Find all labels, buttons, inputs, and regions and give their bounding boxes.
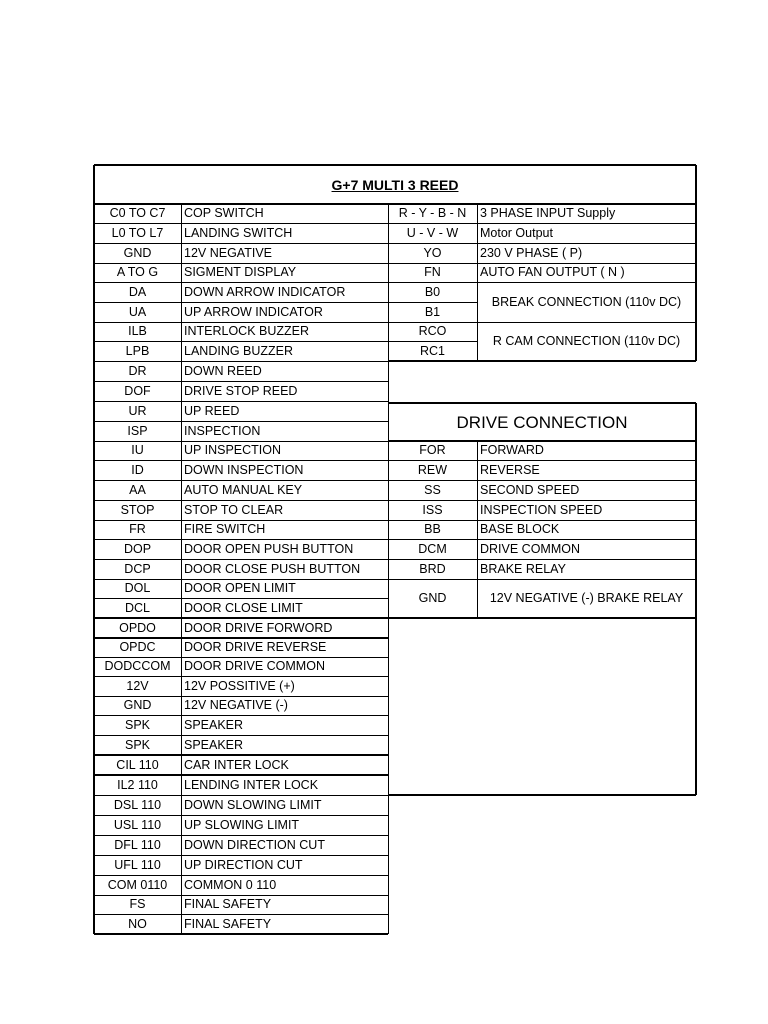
terminal-description: COMMON 0 110: [184, 877, 277, 892]
terminal-code: DOL: [124, 581, 151, 596]
row-line: [94, 282, 388, 283]
col-line: [477, 441, 478, 618]
terminal-description: LANDING SWITCH: [184, 225, 293, 240]
terminal-code: RC1: [419, 343, 445, 358]
terminal-code: SPK: [124, 717, 150, 732]
row-line: [94, 617, 388, 619]
row-line: [94, 855, 388, 856]
drive-code: DCM: [418, 541, 447, 556]
row-line: [94, 657, 388, 658]
row-line: [94, 815, 388, 816]
terminal-description: LANDING BUZZER: [184, 343, 294, 358]
row-line: [94, 875, 388, 876]
drive-description: BASE BLOCK: [480, 522, 560, 537]
terminal-code: USL 110: [113, 817, 162, 832]
terminal-code: DFL 110: [114, 837, 161, 852]
row-line: [94, 696, 388, 697]
terminal-description: COP SWITCH: [184, 206, 264, 221]
row-line: [388, 617, 696, 619]
terminal-code: L0 TO L7: [111, 225, 164, 240]
drive-description: 12V NEGATIVE (-) BRAKE RELAY: [489, 591, 684, 606]
drive-description: SECOND SPEED: [480, 482, 580, 497]
terminal-description: DOOR OPEN PUSH BUTTON: [184, 541, 354, 556]
row-line: [94, 441, 388, 442]
row-line: [94, 243, 388, 244]
border-right: [695, 403, 697, 795]
row-line: [388, 341, 477, 342]
row-line: [94, 223, 388, 224]
row-line: [94, 598, 388, 599]
row-line: [388, 203, 696, 205]
terminal-code: A TO G: [116, 265, 159, 280]
terminal-code: RCO: [418, 324, 447, 339]
terminal-description: AUTO FAN OUTPUT ( N ): [480, 265, 625, 280]
terminal-description: DOOR DRIVE REVERSE: [184, 640, 327, 655]
col-line: [181, 204, 182, 934]
row-line: [94, 735, 388, 736]
row-line: [94, 795, 388, 796]
terminal-description: DOWN SLOWING LIMIT: [184, 797, 322, 812]
drive-connection-title: DRIVE CONNECTION: [456, 412, 628, 432]
drive-code: GND: [418, 591, 447, 606]
border-bottom: [388, 794, 696, 796]
row-line: [94, 835, 388, 836]
row-line: [388, 440, 696, 442]
row-line: [388, 579, 696, 580]
row-line: [94, 676, 388, 677]
row-line: [94, 500, 388, 501]
drive-description: INSPECTION SPEED: [480, 502, 603, 517]
terminal-description: DRIVE STOP REED: [184, 383, 298, 398]
terminal-code: YO: [423, 245, 442, 260]
row-line: [388, 223, 696, 224]
terminal-description: UP DIRECTION CUT: [184, 857, 303, 872]
drive-code: BRD: [419, 561, 446, 576]
terminal-code: DR: [128, 363, 147, 378]
terminal-description: LENDING INTER LOCK: [184, 777, 319, 792]
drive-description: REVERSE: [480, 462, 540, 477]
terminal-code: B1: [424, 304, 441, 319]
terminal-code: SPK: [124, 737, 150, 752]
terminal-description: UP SLOWING LIMIT: [184, 817, 300, 832]
row-line: [94, 914, 388, 915]
terminal-code: ISP: [127, 423, 148, 438]
row-line: [94, 774, 388, 776]
row-line: [388, 559, 696, 560]
drive-code: BB: [424, 522, 441, 537]
terminal-description: DOWN INSPECTION: [184, 462, 304, 477]
terminal-description: DOOR CLOSE LIMIT: [184, 600, 303, 615]
row-line: [388, 402, 696, 404]
terminal-description: 230 V PHASE ( P): [480, 245, 583, 260]
row-line: [94, 341, 388, 342]
row-line: [94, 895, 388, 896]
row-line: [388, 243, 696, 244]
row-line: [94, 934, 388, 935]
row-line: [94, 637, 388, 639]
col-line: [477, 204, 478, 361]
terminal-code: UFL 110: [114, 857, 161, 872]
drive-description: FORWARD: [480, 443, 544, 458]
row-line: [388, 360, 696, 362]
terminal-code: U - V - W: [406, 225, 459, 240]
terminal-description: BREAK CONNECTION (110v DC): [491, 294, 682, 309]
terminal-description: STOP TO CLEAR: [184, 502, 284, 517]
terminal-description: FINAL SAFETY: [184, 916, 272, 931]
terminal-code: DA: [128, 284, 147, 299]
terminal-description: FIRE SWITCH: [184, 522, 266, 537]
terminal-code: FS: [129, 897, 146, 912]
terminal-description: DOWN ARROW INDICATOR: [184, 284, 346, 299]
terminal-description: DOOR DRIVE FORWORD: [184, 620, 333, 635]
terminal-code: C0 TO C7: [109, 206, 166, 221]
terminal-code: DCP: [124, 561, 151, 576]
row-line: [94, 322, 388, 323]
drive-code: REW: [417, 462, 448, 477]
row-line: [94, 559, 388, 560]
terminal-code: OPDO: [119, 620, 156, 635]
terminal-code: DOF: [124, 383, 151, 398]
terminal-description: 12V NEGATIVE (-): [184, 698, 288, 713]
terminal-description: INSPECTION: [184, 423, 261, 438]
terminal-description: FINAL SAFETY: [184, 897, 272, 912]
terminal-description: 12V POSSITIVE (+): [184, 678, 295, 693]
row-line: [94, 715, 388, 716]
terminal-code: ID: [131, 462, 144, 477]
terminal-description: INTERLOCK BUZZER: [184, 324, 310, 339]
row-line: [388, 263, 696, 264]
terminal-description: AUTO MANUAL KEY: [184, 482, 303, 497]
row-line: [94, 520, 388, 521]
border-left: [93, 165, 95, 934]
terminal-code: ILB: [128, 324, 147, 339]
terminal-table: [94, 165, 696, 935]
row-line: [94, 480, 388, 481]
row-line: [94, 579, 388, 580]
row-line: [94, 460, 388, 461]
row-line: [94, 754, 388, 756]
terminal-description: Motor Output: [480, 225, 553, 240]
drive-code: FOR: [419, 443, 446, 458]
terminal-code: DOP: [123, 541, 152, 556]
row-line: [388, 322, 696, 323]
terminal-description: DOWN REED: [184, 363, 262, 378]
terminal-description: UP REED: [184, 403, 240, 418]
terminal-code: B0: [424, 284, 441, 299]
drive-code: ISS: [422, 502, 443, 517]
terminal-code: R - Y - B - N: [398, 206, 467, 221]
table-title: G+7 MULTI 3 REED: [331, 176, 459, 193]
border-top: [94, 164, 696, 166]
terminal-description: 12V NEGATIVE: [184, 245, 272, 260]
terminal-description: 3 PHASE INPUT Supply: [480, 206, 616, 221]
row-line: [388, 460, 696, 461]
row-line: [94, 421, 388, 422]
terminal-description: SPEAKER: [184, 717, 244, 732]
terminal-code: CIL 110: [116, 757, 159, 772]
terminal-code: FN: [424, 265, 441, 280]
terminal-code: STOP: [120, 502, 155, 517]
row-line: [94, 401, 388, 402]
drive-code: SS: [424, 482, 441, 497]
row-line: [94, 539, 388, 540]
terminal-description: DOOR CLOSE PUSH BUTTON: [184, 561, 361, 576]
drive-description: BRAKE RELAY: [480, 561, 566, 576]
terminal-description: R CAM CONNECTION (110v DC): [492, 334, 681, 349]
terminal-description: CAR INTER LOCK: [184, 757, 289, 772]
row-line: [388, 539, 696, 540]
row-line: [388, 480, 696, 481]
row-line: [94, 302, 388, 303]
terminal-code: DODCCOM: [104, 659, 171, 674]
terminal-description: SPEAKER: [184, 737, 244, 752]
terminal-code: AA: [129, 482, 146, 497]
terminal-code: DCL: [124, 600, 150, 615]
terminal-code: DSL 110: [113, 797, 162, 812]
row-line: [388, 282, 696, 283]
terminal-description: DOWN DIRECTION CUT: [184, 837, 325, 852]
row-line: [388, 520, 696, 521]
drive-description: DRIVE COMMON: [480, 541, 580, 556]
row-line: [388, 500, 696, 501]
terminal-code: IL2 110: [117, 777, 158, 792]
terminal-code: UR: [128, 403, 147, 418]
terminal-code: UA: [128, 304, 147, 319]
terminal-code: COM 0110: [107, 877, 168, 892]
row-line: [94, 263, 388, 264]
terminal-code: GND: [123, 245, 152, 260]
terminal-description: UP INSPECTION: [184, 443, 282, 458]
terminal-code: IU: [131, 443, 144, 458]
terminal-code: NO: [128, 916, 147, 931]
col-line: [388, 204, 389, 934]
terminal-code: 12V: [126, 678, 149, 693]
terminal-code: OPDC: [119, 640, 156, 655]
terminal-code: FR: [129, 522, 146, 537]
terminal-description: UP ARROW INDICATOR: [184, 304, 323, 319]
terminal-description: SIGMENT DISPLAY: [184, 265, 297, 280]
terminal-description: DOOR DRIVE COMMON: [184, 659, 325, 674]
row-line: [94, 203, 388, 205]
row-line: [388, 302, 477, 303]
terminal-code: LPB: [125, 343, 150, 358]
terminal-code: GND: [123, 698, 152, 713]
row-line: [94, 381, 388, 382]
row-line: [94, 361, 388, 362]
terminal-description: DOOR OPEN LIMIT: [184, 581, 296, 596]
